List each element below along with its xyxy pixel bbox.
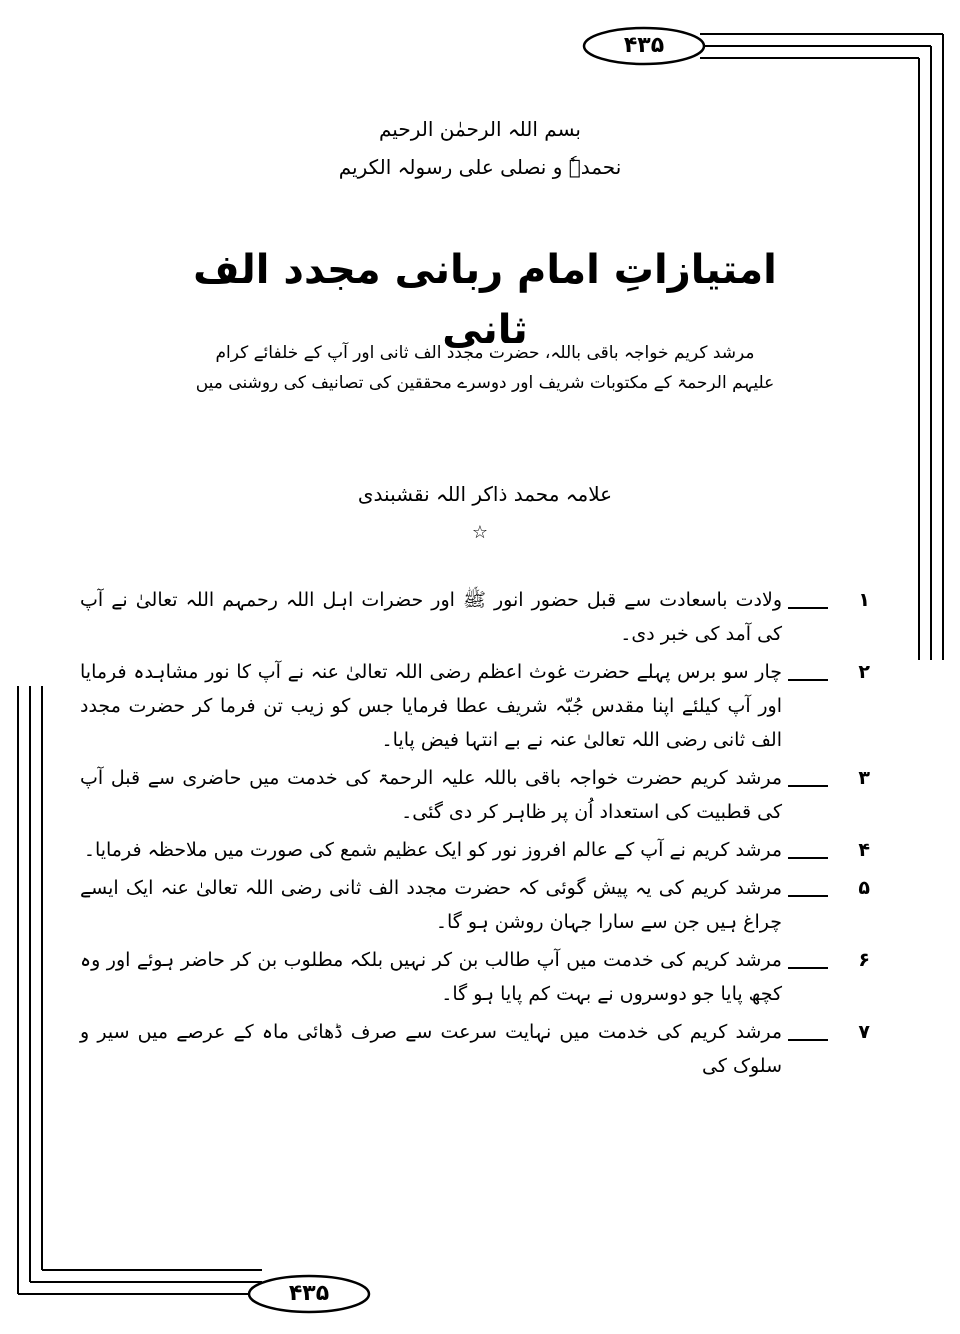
item-number: ۵ xyxy=(858,877,870,899)
item-text: مرشد کریم کی خدمت میں آپ طالب بن کر نہیں بلکہ مطلوب بن کر حاضر ہوئے اور وہ کچھ پایا جو دوسروں نے بہت کم پایا ہو گا۔ xyxy=(80,949,782,1005)
bottom-page-number: ۴۳۵ xyxy=(288,1281,330,1306)
author-name: علامہ محمد ذاکر اللہ نقشبندی xyxy=(357,482,613,506)
item-number: ۴ xyxy=(858,839,870,861)
item-text: چار سو برس پہلے حضرت غوث اعظم رضی اللہ تعالیٰ عنہ نے آپ کا نور مشاہدہ فرمایا اور آپ کیلئے اپنا مقدس جُبّہ شریف عطا فرمایا جس کو زیب تن فرما کر حضرت مجدد الف ثانی رضی اللہ تعالیٰ عنہ نے بے انتہا فیض پایا۔ xyxy=(80,661,782,751)
page-title: امتیازاتِ امام ربانی مجدد الف ثانی xyxy=(193,247,777,353)
item-number: ۲ xyxy=(858,661,870,683)
item-number: ۷ xyxy=(858,1021,870,1043)
salutation: نحمدہٗ و نصلی علی رسولہ الکریم xyxy=(338,155,622,179)
top-page-number: ۴۳۵ xyxy=(623,33,665,58)
item-text: مرشد کریم نے آپ کے عالم افروز نور کو ایک عظیم شمع کی صورت میں ملاحظہ فرمایا۔ xyxy=(83,839,782,861)
list-item xyxy=(80,871,870,939)
list-item xyxy=(80,761,870,829)
item-text: مرشد کریم کی خدمت میں نہایت سرعت سے صرف ڈھائی ماہ کے عرصے میں سیر و سلوک کی xyxy=(80,1021,782,1077)
basmala: بسم اللہ الرحمٰن الرحیم xyxy=(378,117,581,141)
number-dash xyxy=(788,655,828,681)
list-item xyxy=(80,833,870,867)
subtitle-line-1: مرشد کریم خواجہ باقی باللہ، حضرت مجدد الف ثانی اور آپ کے خلفائے کرام xyxy=(215,343,755,363)
number-dash xyxy=(788,583,828,609)
subtitle-line-2: علیہم الرحمۃ کے مکتوبات شریف اور دوسرے محققین کی تصانیف کی روشنی میں xyxy=(195,373,775,393)
number-dash xyxy=(788,833,828,859)
list-item xyxy=(80,1015,870,1083)
item-text: مرشد کریم حضرت خواجہ باقی باللہ علیہ الرحمۃ کی خدمت میں حاضری سے قبل آپ کی قطبیت کی استعداد اُن پر ظاہر کر دی گئی۔ xyxy=(80,767,782,823)
item-number: ۱ xyxy=(858,589,870,611)
virtues-list xyxy=(80,583,870,1087)
list-item xyxy=(80,655,870,757)
star-icon: ☆ xyxy=(471,522,489,543)
number-dash xyxy=(788,871,828,897)
item-text: مرشد کریم کی یہ پیش گوئی کہ حضرت مجدد الف ثانی رضی اللہ تعالیٰ عنہ ایک ایسے چراغ ہیں جن سے سارا جہان روشن ہو گا۔ xyxy=(80,877,782,933)
list-item xyxy=(80,943,870,1011)
item-number: ۳ xyxy=(858,767,870,789)
number-dash xyxy=(788,943,828,969)
item-number: ۶ xyxy=(858,949,870,971)
subtitle xyxy=(150,338,820,398)
list-item xyxy=(80,583,870,651)
number-dash xyxy=(788,761,828,787)
item-text: ولادت باسعادت سے قبل حضور انور ﷺ اور حضرات اہل اللہ رحمہم اللہ تعالیٰ نے آپ کی آمد کی خبر دی۔ xyxy=(80,589,782,645)
number-dash xyxy=(788,1015,828,1041)
opening-invocation xyxy=(0,110,960,186)
